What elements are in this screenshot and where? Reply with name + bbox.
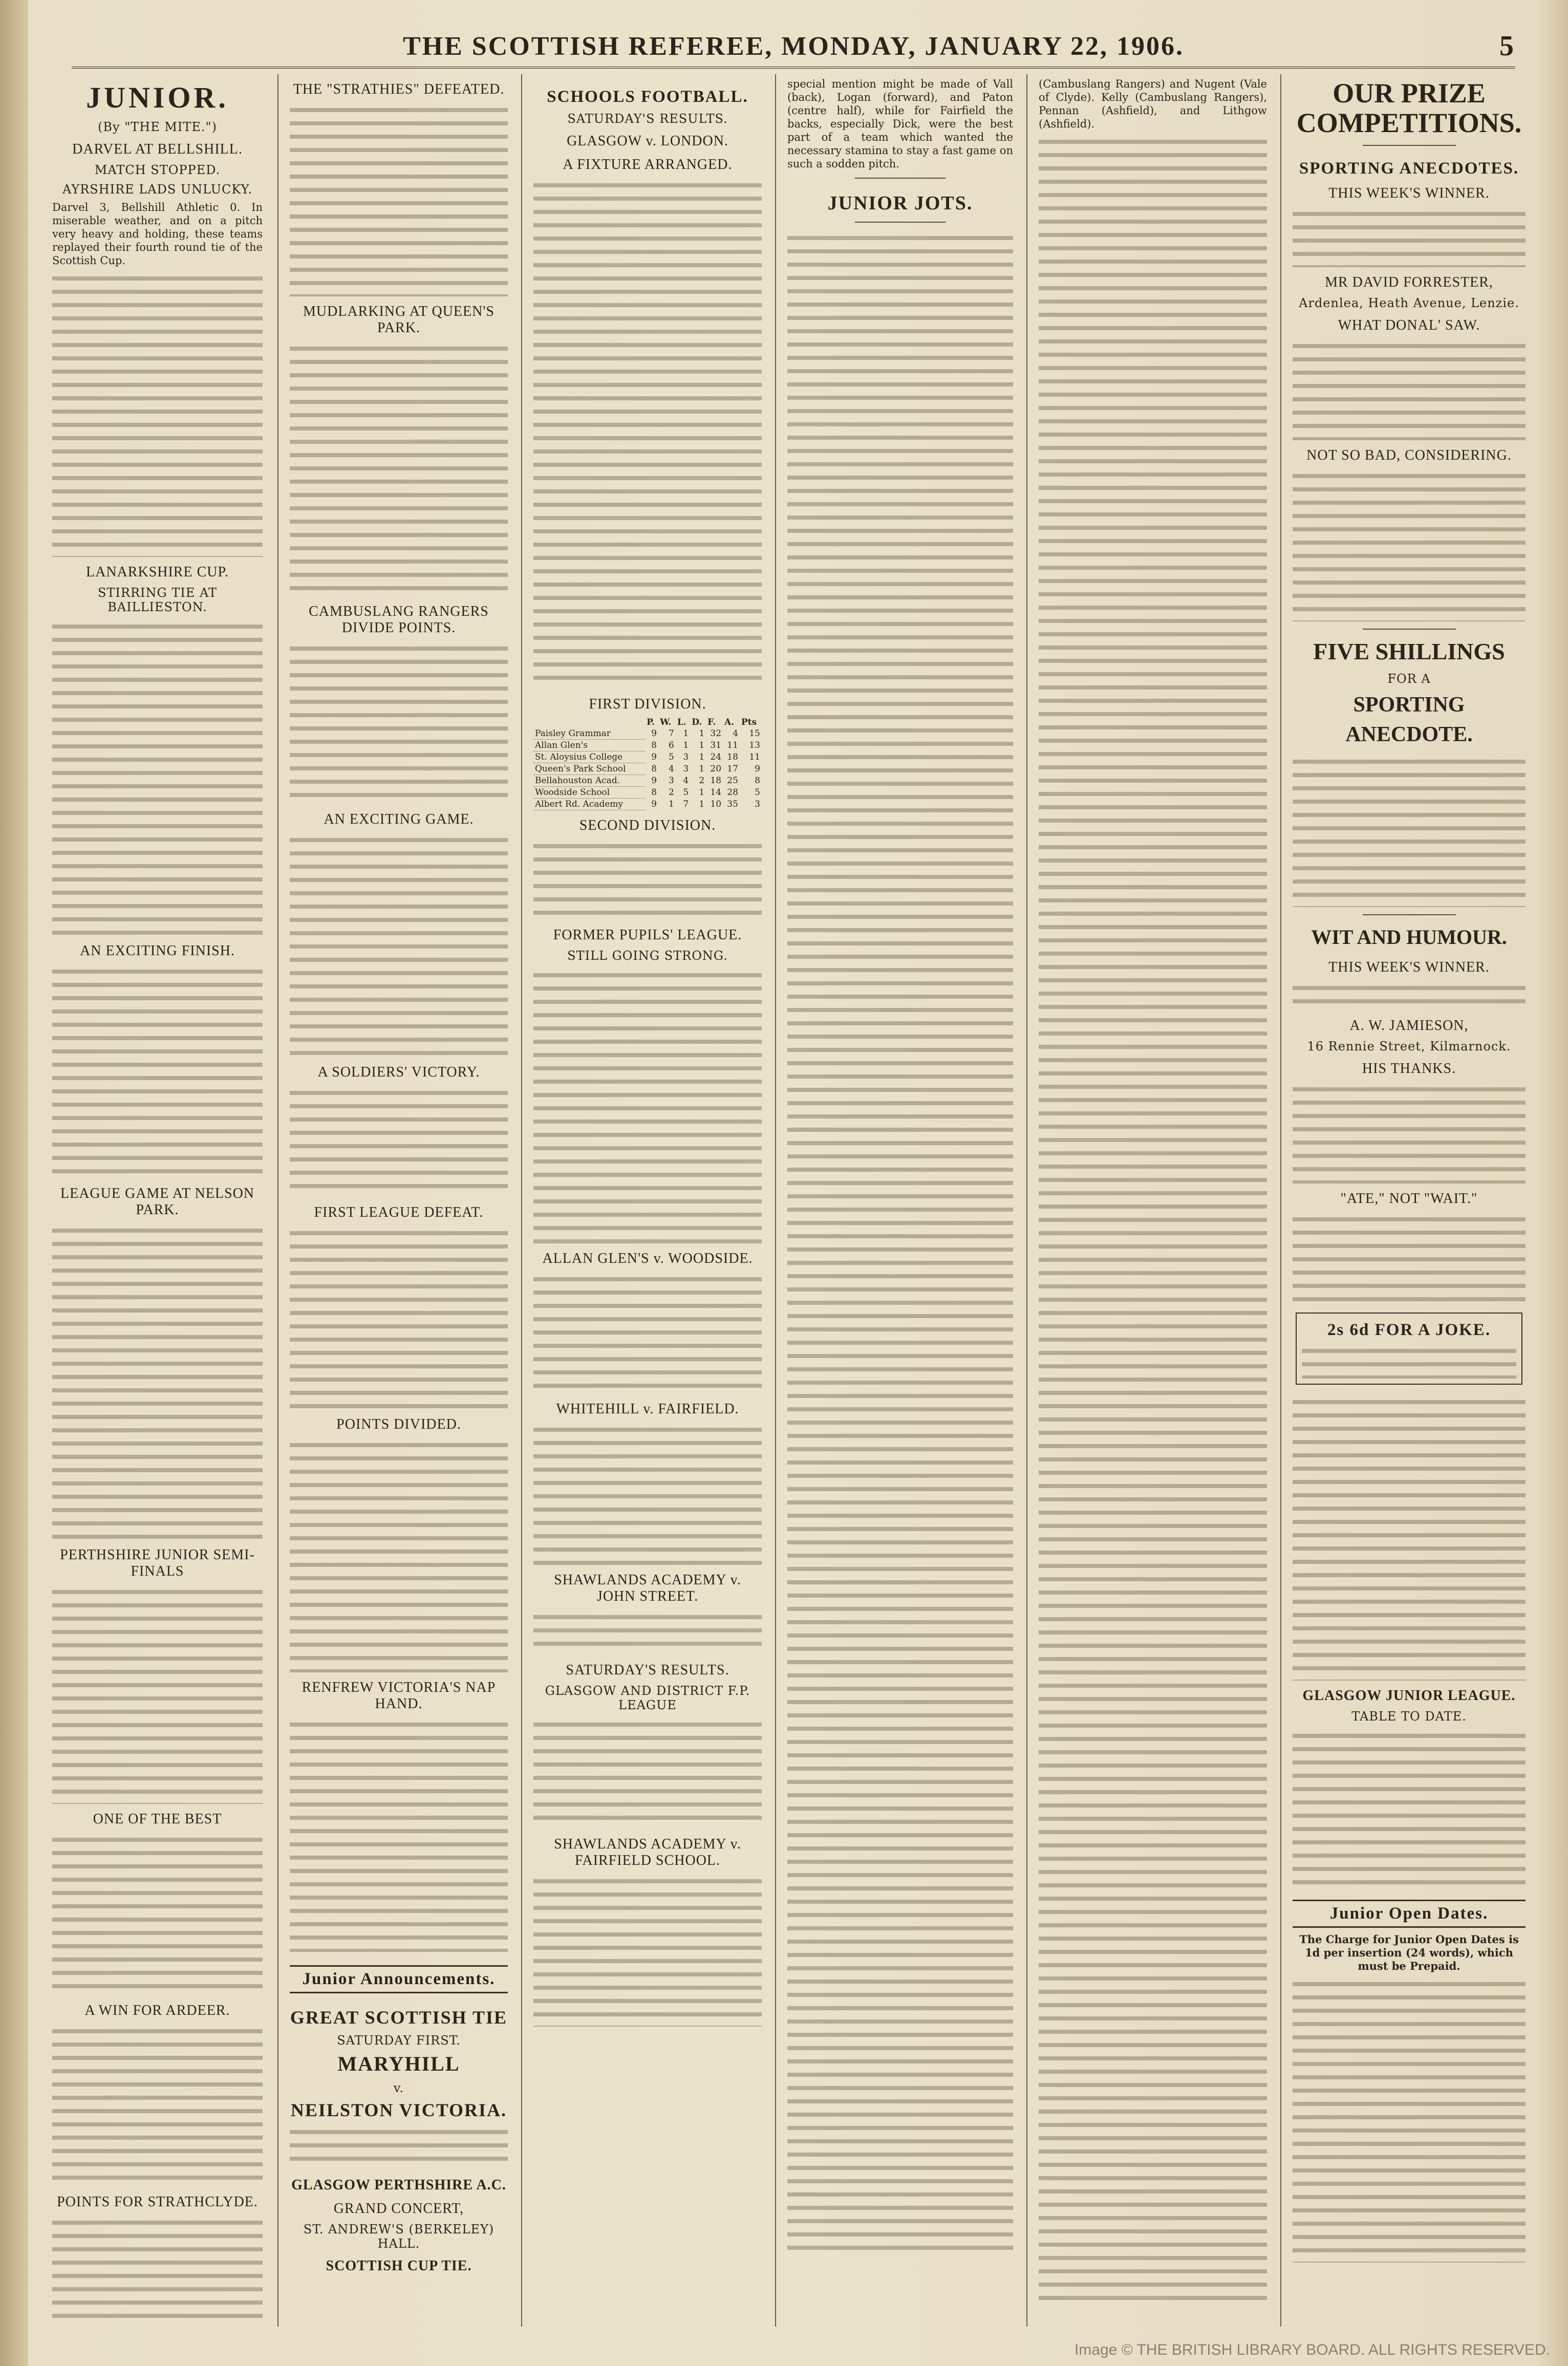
- prize-competitions-heading: OUR PRIZE COMPETITIONS.: [1296, 78, 1522, 138]
- stat-cell: 1: [699, 728, 705, 739]
- stat-cell: 11: [727, 740, 738, 750]
- section-heading-junior-jots: JUNIOR JOTS.: [827, 192, 973, 214]
- stat-cell: 9: [651, 752, 657, 762]
- stat-cell: 6: [668, 740, 674, 750]
- story-title: LANARKSHIRE CUP.: [86, 564, 229, 580]
- article-body-lines: [52, 1584, 263, 1804]
- divider: [1363, 914, 1456, 915]
- announcement-title: SCOTTISH CUP TIE.: [326, 2258, 472, 2274]
- article-body-lines: [533, 1422, 762, 1565]
- five-shillings-for: FOR A: [1387, 672, 1431, 686]
- league-heading: FIRST DIVISION.: [589, 696, 706, 712]
- article-body-lines: [533, 1609, 762, 1655]
- divider: [855, 222, 945, 223]
- league-heading: FORMER PUPILS' LEAGUE.: [553, 927, 742, 943]
- column-4: [775, 74, 1024, 2327]
- article-body-lines: [290, 1437, 508, 1672]
- five-shillings-heading: FIVE SHILLINGS: [1313, 638, 1505, 664]
- article-body-lines: [290, 640, 508, 804]
- article-body-lines: [1293, 1081, 1526, 1184]
- league-table-lines: [533, 1716, 762, 1829]
- story-lead: Darvel 3, Bellshill Athletic 0. In miserable weather, and on a pitch very heavy and holding, these teams replayed their fourth round tie of the Scottish Cup.: [52, 201, 263, 267]
- stat-cell: 8: [755, 776, 760, 786]
- sporting-anecdote-heading: SPORTING ANECDOTE.: [1345, 693, 1473, 746]
- article-body-lines: [1039, 134, 1267, 2309]
- article-continuation: (Cambuslang Rangers) and Nugent (Vale of Clyde). Kelly (Cambuslang Rangers), Pennan (Ashfield), and Lithgow (Ashfield).: [1039, 78, 1267, 130]
- article-body-lines: [1293, 468, 1526, 621]
- article-body-lines: [533, 967, 762, 1243]
- joke-title: "ATE," NOT "WAIT.": [1340, 1191, 1478, 1207]
- stat-cell: 9: [651, 799, 657, 809]
- table-header-cell: Pts: [741, 717, 757, 727]
- league-table: [533, 717, 762, 810]
- section-heading-schools: SCHOOLS FOOTBALL.: [547, 88, 748, 106]
- divider: [855, 178, 945, 179]
- stat-cell: 32: [710, 728, 722, 739]
- article-body-lines: [52, 270, 263, 557]
- team-name-cell: Paisley Grammar: [533, 728, 645, 740]
- article-body-lines: [290, 340, 508, 596]
- table-header-cell: P.: [647, 717, 655, 727]
- stat-cell: 11: [749, 752, 760, 762]
- open-dates-heading: Junior Open Dates.: [1293, 1900, 1526, 1928]
- match-title: SHAWLANDS ACADEMY v. FAIRFIELD SCHOOL.: [554, 1836, 741, 1868]
- stat-cell: 5: [755, 787, 760, 798]
- announcement-title: GLASGOW PERTHSHIRE A.C.: [291, 2177, 506, 2193]
- story-title: ONE OF THE BEST: [93, 1811, 222, 1827]
- stat-cell: 10: [710, 799, 722, 809]
- stat-cell: 1: [683, 728, 689, 739]
- league-table-lines: [533, 838, 762, 920]
- winner-name: A. W. JAMIESON,: [1349, 1018, 1469, 1034]
- stat-cell: 5: [683, 787, 689, 798]
- stat-cell: 3: [668, 776, 674, 786]
- article-body-lines: [52, 1832, 263, 1995]
- story-subtitle: AYRSHIRE LADS UNLUCKY.: [62, 182, 253, 197]
- stat-cell: 3: [683, 764, 689, 774]
- match-title: WHITEHILL v. FAIRFIELD.: [556, 1401, 739, 1417]
- article-body-lines: [1293, 206, 1526, 267]
- stat-cell: 4: [683, 776, 689, 786]
- article-body-lines: [290, 832, 508, 1057]
- open-dates-note: The Charge for Junior Open Dates is 1d per insertion (24 words), which must be Prepaid.: [1299, 1933, 1519, 1972]
- stat-cell: 13: [749, 740, 760, 750]
- stat-cell: 8: [651, 764, 657, 774]
- article-body-lines: [1302, 1343, 1516, 1379]
- winner-heading: THIS WEEK'S WINNER.: [1328, 185, 1490, 201]
- column-6: [1280, 74, 1537, 2327]
- story-title: A WIN FOR ARDEER.: [84, 2003, 230, 2018]
- story-title: POINTS DIVIDED.: [336, 1416, 461, 1432]
- table-row: [533, 799, 762, 810]
- stat-cell: 2: [668, 787, 674, 798]
- stat-cell: 8: [651, 787, 657, 798]
- article-continuation: special mention might be made of Vall (back), Logan (forward), and Paton (centre half), while for Fairfield the backs, especially Dick, were the best part of a team which wanted the necessary stamina to stay a fast game on such a sodden pitch.: [787, 78, 1013, 170]
- anecdote-title: NOT SO BAD, CONSIDERING.: [1306, 447, 1512, 463]
- story-title: PERTHSHIRE JUNIOR SEMI-FINALS: [60, 1547, 255, 1579]
- stat-cell: 4: [668, 764, 674, 774]
- table-row: [533, 751, 762, 763]
- announcement-venue: ST. ANDREW'S (BERKELEY) HALL.: [303, 2222, 495, 2251]
- table-header-cell: [533, 717, 645, 728]
- article-body-lines: [290, 102, 508, 296]
- league-heading: GLASGOW AND DISTRICT F.P. LEAGUE: [545, 1684, 750, 1712]
- announcement-when: SATURDAY FIRST.: [337, 2033, 461, 2048]
- anecdote-title: WHAT DONAL' SAW.: [1338, 317, 1480, 333]
- story-title: AN EXCITING FINISH.: [80, 943, 235, 959]
- winner-name: MR DAVID FORRESTER,: [1325, 274, 1493, 290]
- stat-cell: 1: [668, 799, 674, 809]
- stat-cell: 2: [699, 776, 705, 786]
- stat-cell: 5: [668, 752, 674, 762]
- stat-cell: 31: [710, 740, 722, 750]
- section-subheading: SATURDAY'S RESULTS.: [566, 1662, 729, 1678]
- table-row: [533, 787, 762, 799]
- section-subheading: SATURDAY'S RESULTS.: [567, 112, 728, 126]
- table-header-cell: F.: [707, 717, 716, 727]
- stat-cell: 18: [727, 752, 738, 762]
- table-row: [533, 763, 762, 775]
- article-body-lines: [290, 1225, 508, 1409]
- story-title: AN EXCITING GAME.: [324, 811, 474, 827]
- match-title: GLASGOW v. LONDON.: [567, 133, 728, 149]
- column-3: [521, 74, 773, 2327]
- table-header-cell: L.: [677, 717, 686, 727]
- stat-cell: 3: [755, 799, 760, 809]
- article-body-lines: [290, 2124, 508, 2170]
- announcements-heading: Junior Announcements.: [290, 1965, 508, 1993]
- stat-cell: 1: [699, 787, 705, 798]
- table-row: [533, 775, 762, 787]
- league-heading: SECOND DIVISION.: [579, 818, 716, 833]
- team-name-cell: Bellahouston Acad.: [533, 775, 645, 787]
- story-title: A SOLDIERS' VICTORY.: [317, 1064, 480, 1080]
- article-body-lines: [1293, 1976, 1526, 2263]
- article-body-lines: [52, 963, 263, 1178]
- joke-title: HIS THANKS.: [1362, 1061, 1456, 1077]
- winner-heading: THIS WEEK'S WINNER.: [1328, 959, 1490, 975]
- stat-cell: 24: [710, 752, 722, 762]
- stat-cell: 7: [668, 728, 674, 739]
- stat-cell: 4: [733, 728, 738, 739]
- article-body-lines: [1293, 1211, 1526, 1303]
- stat-cell: 8: [651, 740, 657, 750]
- table-header-cell: D.: [692, 717, 702, 727]
- column-5: [1026, 74, 1278, 2327]
- winner-address: Ardenlea, Heath Avenue, Lenzie.: [1299, 296, 1519, 310]
- announcement-subtitle: GRAND CONCERT,: [333, 2201, 464, 2217]
- article-body-lines: [52, 2023, 263, 2187]
- story-title: MUDLARKING AT QUEEN'S PARK.: [303, 304, 495, 336]
- masthead-title: THE SCOTTISH REFEREE, MONDAY, JANUARY 22, 1906.: [402, 31, 1185, 61]
- stat-cell: 1: [699, 799, 705, 809]
- story-title: CAMBUSLANG RANGERS DIVIDE POINTS.: [309, 604, 489, 636]
- wit-and-humour-heading: WIT AND HUMOUR.: [1311, 926, 1507, 949]
- team-name-cell: Albert Rd. Academy: [533, 799, 645, 810]
- copyright-footer: Image © THE BRITISH LIBRARY BOARD. ALL RIGHTS RESERVED.: [1074, 2341, 1550, 2358]
- story-title: RENFREW VICTORIA'S NAP HAND.: [302, 1680, 496, 1712]
- column-1: [41, 74, 274, 2327]
- divider: [1363, 145, 1456, 146]
- section-subheading: STILL GOING STRONG.: [567, 949, 728, 963]
- article-body-lines: [290, 1716, 508, 1952]
- article-body-lines: [533, 1271, 762, 1394]
- stat-cell: 14: [710, 787, 722, 798]
- section-heading-junior: JUNIOR.: [86, 81, 229, 114]
- article-body-lines: [533, 177, 762, 689]
- byline: (By "THE MITE."): [98, 120, 217, 134]
- stat-cell: 9: [651, 776, 657, 786]
- article-body-lines: [533, 1873, 762, 2027]
- announcement-team: MARYHILL: [337, 2052, 460, 2075]
- table-row: [533, 740, 762, 751]
- stat-cell: 1: [699, 764, 705, 774]
- stat-cell: 1: [699, 752, 705, 762]
- table-header-cell: A.: [724, 717, 735, 727]
- stat-cell: 25: [727, 776, 738, 786]
- story-title: POINTS FOR STRATHCLYDE.: [57, 2194, 258, 2210]
- stat-cell: 3: [683, 752, 689, 762]
- team-name-cell: Queen's Park School: [533, 763, 645, 775]
- stat-cell: 9: [755, 764, 760, 774]
- team-name-cell: Allan Glen's: [533, 740, 645, 751]
- article-body-lines: [787, 230, 1013, 2252]
- page-number: 5: [1499, 30, 1515, 62]
- team-name-cell: Woodside School: [533, 787, 645, 799]
- league-heading: GLASGOW JUNIOR LEAGUE.: [1302, 1688, 1516, 1704]
- stat-cell: 35: [727, 799, 738, 809]
- stat-cell: 1: [699, 740, 705, 750]
- joke-prize-heading: 2s 6d FOR A JOKE.: [1327, 1321, 1491, 1339]
- table-row: [533, 728, 762, 740]
- team-name-cell: St. Aloysius College: [533, 751, 645, 763]
- stat-cell: 1: [683, 740, 689, 750]
- stat-cell: 28: [727, 787, 738, 798]
- article-body-lines: [52, 2214, 263, 2327]
- league-table-lines: [1293, 1728, 1526, 1886]
- announcement-title: GREAT SCOTTISH TIE: [290, 2007, 508, 2028]
- page-fold-shadow: [0, 0, 28, 2366]
- masthead: [72, 26, 1515, 69]
- column-2: [277, 74, 519, 2327]
- league-subheading: TABLE TO DATE.: [1351, 1709, 1467, 1724]
- section-heading: SPORTING ANECDOTES.: [1299, 159, 1519, 178]
- announcement-team: NEILSTON VICTORIA.: [290, 2100, 507, 2120]
- stat-cell: 7: [683, 799, 689, 809]
- article-body-lines: [52, 1222, 263, 1540]
- divider: [1363, 629, 1456, 630]
- article-body-lines: [1293, 754, 1526, 907]
- article-body-lines: [1293, 338, 1526, 440]
- stat-cell: 15: [749, 728, 760, 739]
- match-title: ALLAN GLEN'S v. WOODSIDE.: [542, 1251, 753, 1266]
- winner-address: 16 Rennie Street, Kilmarnock.: [1307, 1039, 1511, 1053]
- stat-cell: 17: [727, 764, 738, 774]
- article-body-lines: [1293, 980, 1526, 1010]
- stat-cell: 18: [710, 776, 722, 786]
- article-body-lines: [1293, 1394, 1526, 1681]
- stat-cell: 20: [710, 764, 722, 774]
- story-title: DARVEL AT BELLSHILL.: [72, 141, 243, 157]
- columns-container: [41, 74, 1536, 2327]
- story-title: A FIXTURE ARRANGED.: [563, 157, 733, 173]
- stat-cell: 9: [651, 728, 657, 739]
- match-title: SHAWLANDS ACADEMY v. JOHN STREET.: [554, 1572, 741, 1604]
- story-title: LEAGUE GAME AT NELSON PARK.: [60, 1186, 255, 1218]
- story-title: THE "STRATHIES" DEFEATED.: [293, 81, 505, 97]
- table-header-cell: W.: [660, 717, 672, 727]
- article-body-lines: [290, 1085, 508, 1197]
- story-subtitle: MATCH STOPPED.: [94, 163, 221, 177]
- article-body-lines: [52, 618, 263, 936]
- story-subtitle: STIRRING TIE AT BAILLIESTON.: [97, 586, 217, 614]
- story-title: FIRST LEAGUE DEFEAT.: [314, 1204, 484, 1220]
- announcement-versus: v.: [393, 2081, 404, 2095]
- joke-prize-box: [1296, 1313, 1522, 1385]
